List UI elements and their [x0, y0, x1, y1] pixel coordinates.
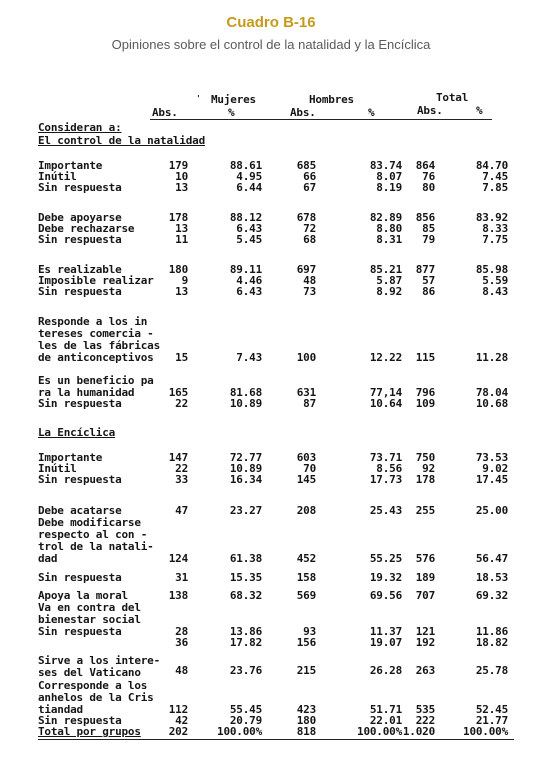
cell-h-pct: 22.01 [369, 714, 402, 727]
row-label: Inútil [38, 462, 77, 475]
cell-m-pct: 89.11 [229, 263, 262, 276]
cell-t-abs: 57 [422, 274, 435, 287]
cell-h-abs: 66 [303, 170, 316, 183]
cell-t-pct: 10.68 [475, 397, 508, 410]
cell-m-pct: 6.43 [236, 222, 262, 235]
row-label: ses del Vaticano [38, 665, 141, 679]
cell-m-abs: 138 [168, 589, 188, 602]
total-row-rule [38, 739, 514, 740]
cell-t-pct: 17.45 [475, 473, 508, 486]
cell-t-pct: 8.33 [482, 222, 508, 235]
cell-t-abs: 856 [415, 211, 435, 224]
cell-h-abs: 72 [303, 222, 316, 235]
cell-h-pct: 8.56 [376, 462, 402, 475]
cell-t-abs: 707 [415, 589, 435, 602]
cell-t-pct: 18.82 [475, 636, 508, 649]
cell-h-pct: 19.32 [369, 571, 402, 584]
cell-t-pct: 11.28 [475, 351, 508, 364]
cell-m-abs: 13 [175, 285, 188, 298]
cell-t-pct: 7.45 [482, 170, 508, 183]
cell-m-abs: 112 [168, 703, 188, 716]
row-label: Corresponde a los [38, 679, 148, 692]
header-mujeres-pct: % [228, 106, 235, 119]
row-label: Es un beneficio pa [38, 374, 154, 387]
cell-m-abs: 165 [168, 386, 188, 399]
cell-h-abs: 685 [296, 159, 316, 172]
cell-m-pct: 16.34 [229, 473, 262, 486]
cell-m-abs: 9 [181, 274, 188, 287]
cell-m-abs: 11 [175, 233, 188, 246]
row-label: respecto al con - [38, 527, 148, 541]
cell-h-abs: 180 [296, 714, 316, 727]
cell-h-abs: 452 [296, 552, 316, 565]
cell-t-pct: 52.45 [475, 703, 508, 716]
row-label: Sin respuesta [38, 233, 122, 246]
header-rule [150, 119, 492, 120]
cell-h-pct: 77,14 [369, 386, 402, 399]
row-label: Imposible realizar [38, 274, 154, 287]
cell-t-abs: 178 [415, 473, 435, 486]
row-label: de anticonceptivos [38, 350, 154, 364]
cell-h-pct: 82.89 [369, 211, 402, 224]
cell-m-pct: 100.00% [217, 725, 262, 738]
cell-h-abs: 215 [296, 664, 316, 677]
cell-m-pct: 68.32 [229, 589, 262, 602]
row-label: Es realizable [38, 263, 122, 276]
cell-h-abs: 68 [303, 233, 316, 246]
cell-t-abs: 109 [415, 397, 435, 410]
cell-m-pct: 4.46 [236, 274, 262, 287]
cell-t-pct: 84.70 [475, 159, 508, 172]
cell-t-pct: 11.86 [475, 625, 508, 638]
cell-m-pct: 5.45 [236, 233, 262, 246]
cell-t-pct: 78.04 [475, 386, 508, 399]
cell-h-pct: 17.73 [369, 473, 402, 486]
cell-t-pct: 18.53 [475, 571, 508, 584]
header-mujeres-abs: Abs. [152, 106, 178, 119]
cell-t-pct: 100.00% [463, 725, 508, 738]
header-total-pct: % [476, 104, 483, 117]
cell-h-abs: 93 [303, 625, 316, 638]
cell-h-abs: 145 [296, 473, 316, 486]
cell-t-abs: 255 [415, 504, 435, 517]
row-label: Debe rechazarse [38, 222, 135, 235]
cell-h-pct: 83.74 [369, 159, 402, 172]
cell-h-pct: 8.92 [376, 285, 402, 298]
table-title: Cuadro B-16 [226, 14, 316, 31]
cell-h-pct: 8.19 [376, 181, 402, 194]
section-control-natalidad: El control de la natalidad [38, 134, 205, 147]
cell-h-pct: 69.56 [369, 589, 402, 602]
cell-h-pct: 5.87 [376, 274, 402, 287]
row-label: Responde a los in [38, 315, 148, 328]
row-label: Va en contra del [38, 601, 141, 614]
row-label: dad [38, 551, 58, 565]
cell-t-abs: 796 [415, 386, 435, 399]
row-label: Sirve a los intere- [38, 654, 161, 667]
cell-m-pct: 10.89 [229, 397, 262, 410]
cell-m-pct: 23.27 [229, 504, 262, 517]
cell-h-pct: 12.22 [369, 351, 402, 364]
cell-t-abs: 864 [415, 159, 435, 172]
cell-h-abs: 423 [296, 703, 316, 716]
cell-m-abs: 180 [168, 263, 188, 276]
cell-t-abs: 121 [415, 625, 435, 638]
section-enciclica: La Encíclica [38, 426, 116, 439]
cell-t-abs: 80 [422, 181, 435, 194]
cell-t-abs: 189 [415, 571, 435, 584]
cell-h-abs: 158 [296, 571, 316, 584]
cell-h-pct: 8.07 [376, 170, 402, 183]
cell-t-abs: 79 [422, 233, 435, 246]
cell-t-pct: 25.78 [475, 664, 508, 677]
header-hombres-abs: Abs. [290, 106, 316, 119]
cell-h-pct: 11.37 [369, 625, 402, 638]
cell-h-abs: 48 [303, 274, 316, 287]
row-label: Inútil [38, 170, 77, 183]
cell-t-pct: 7.75 [482, 233, 508, 246]
cell-h-pct: 8.31 [376, 233, 402, 246]
header-total-abs: Abs. [417, 104, 443, 117]
cell-m-abs: 179 [168, 159, 188, 172]
cell-m-abs: 31 [175, 571, 188, 584]
cell-m-abs: 10 [175, 170, 188, 183]
cell-m-abs: 22 [175, 462, 188, 475]
cell-h-abs: 156 [296, 636, 316, 649]
cell-h-abs: 67 [303, 181, 316, 194]
cell-t-abs: 1.020 [402, 725, 435, 738]
cell-t-pct: 25.00 [475, 504, 508, 517]
cell-m-pct: 88.12 [229, 211, 262, 224]
cell-h-pct: 85.21 [369, 263, 402, 276]
cell-h-abs: 678 [296, 211, 316, 224]
row-label: Total por grupos [38, 725, 141, 738]
row-label: Apoya la moral [38, 589, 128, 602]
cell-m-abs: 36 [175, 636, 188, 649]
cell-h-pct: 73.71 [369, 451, 402, 464]
cell-m-pct: 61.38 [229, 552, 262, 565]
row-label: Importante [38, 451, 103, 464]
cell-m-pct: 6.44 [236, 181, 262, 194]
row-label: trol de la natali- [38, 539, 154, 553]
cell-h-abs: 603 [296, 451, 316, 464]
section-consideran: Consideran a: [38, 121, 122, 134]
header-total: Total [436, 91, 469, 104]
row-label: ra la humanidad [38, 385, 135, 399]
cell-t-pct: 83.92 [475, 211, 508, 224]
row-label: Sin respuesta [38, 714, 122, 727]
cell-h-pct: 19.07 [369, 636, 402, 649]
cell-m-abs: 178 [168, 211, 188, 224]
cell-m-pct: 13.86 [229, 625, 262, 638]
cell-t-pct: 69.32 [475, 589, 508, 602]
cell-h-abs: 70 [303, 462, 316, 475]
cell-t-abs: 85 [422, 222, 435, 235]
cell-h-abs: 73 [303, 285, 316, 298]
cell-m-pct: 10.89 [229, 462, 262, 475]
cell-m-pct: 72.77 [229, 451, 262, 464]
cell-m-abs: 33 [175, 473, 188, 486]
cell-t-pct: 73.53 [475, 451, 508, 464]
header-hombres: Hombres [309, 93, 354, 106]
header-mujeres: Mujeres [211, 93, 256, 106]
cell-m-abs: 13 [175, 181, 188, 194]
cell-m-abs: 48 [175, 664, 188, 677]
cell-t-pct: 5.59 [482, 274, 508, 287]
cell-t-abs: 115 [415, 351, 435, 364]
cell-t-abs: 92 [422, 462, 435, 475]
row-label: Sin respuesta [38, 285, 122, 298]
cell-m-pct: 4.95 [236, 170, 262, 183]
row-label: anhelos de la Cris [38, 690, 154, 704]
row-label: Debe modificarse [38, 516, 141, 529]
cell-m-pct: 6.43 [236, 285, 262, 298]
cell-t-abs: 576 [415, 552, 435, 565]
cell-t-pct: 21.77 [475, 714, 508, 727]
row-label: Sin respuesta [38, 571, 122, 584]
row-label: les de las fábricas [38, 338, 161, 352]
cell-m-pct: 17.82 [229, 636, 262, 649]
row-label: bienestar social [38, 612, 141, 626]
cell-t-abs: 76 [422, 170, 435, 183]
cell-h-abs: 208 [296, 504, 316, 517]
cell-h-abs: 631 [296, 386, 316, 399]
cell-m-pct: 20.79 [229, 714, 262, 727]
cell-h-abs: 818 [296, 725, 316, 738]
cell-m-abs: 47 [175, 504, 188, 517]
row-label: Sin respuesta [38, 181, 122, 194]
cell-t-pct: 8.43 [482, 285, 508, 298]
cell-t-abs: 86 [422, 285, 435, 298]
row-label: Sin respuesta [38, 397, 122, 410]
cell-t-pct: 7.85 [482, 181, 508, 194]
cell-m-abs: 147 [168, 451, 188, 464]
row-label: Debe apoyarse [38, 211, 122, 224]
row-label: Debe acatarse [38, 504, 122, 517]
cell-h-pct: 8.80 [376, 222, 402, 235]
cell-t-abs: 877 [415, 263, 435, 276]
cell-m-pct: 15.35 [229, 571, 262, 584]
cell-t-abs: 192 [415, 636, 435, 649]
cell-h-pct: 51.71 [369, 703, 402, 716]
cell-h-pct: 10.64 [369, 397, 402, 410]
stray-quote-mark: ' [196, 94, 201, 103]
cell-m-pct: 81.68 [229, 386, 262, 399]
cell-h-pct: 25.43 [369, 504, 402, 517]
cell-h-abs: 697 [296, 263, 316, 276]
cell-m-pct: 23.76 [229, 664, 262, 677]
cell-h-pct: 26.28 [369, 664, 402, 677]
cell-h-pct: 55.25 [369, 552, 402, 565]
header-hombres-pct: % [368, 106, 375, 119]
cell-m-abs: 202 [168, 725, 188, 738]
cell-m-abs: 28 [175, 625, 188, 638]
cell-h-abs: 100 [296, 351, 316, 364]
cell-t-abs: 263 [415, 664, 435, 677]
row-label: Importante [38, 159, 103, 172]
cell-h-abs: 569 [296, 589, 316, 602]
cell-m-abs: 22 [175, 397, 188, 410]
cell-h-abs: 87 [303, 397, 316, 410]
cell-m-abs: 13 [175, 222, 188, 235]
cell-t-abs: 535 [415, 703, 435, 716]
row-label: tereses comercia - [38, 326, 154, 340]
cell-t-pct: 85.98 [475, 263, 508, 276]
cell-t-abs: 750 [415, 451, 435, 464]
cell-t-abs: 222 [415, 714, 435, 727]
table-subtitle: Opiniones sobre el control de la natalidad y la Encíclica [111, 37, 431, 52]
cell-m-abs: 15 [175, 351, 188, 364]
cell-m-abs: 42 [175, 714, 188, 727]
cell-m-pct: 55.45 [229, 703, 262, 716]
cell-m-pct: 88.61 [229, 159, 262, 172]
cell-t-pct: 56.47 [475, 552, 508, 565]
row-label: Sin respuesta [38, 473, 122, 486]
row-label: tiandad [38, 702, 83, 716]
cell-m-abs: 124 [168, 552, 188, 565]
cell-t-pct: 9.02 [482, 462, 508, 475]
row-label: Sin respuesta [38, 625, 122, 638]
cell-m-pct: 7.43 [236, 351, 262, 364]
cell-h-pct: 100.00% [357, 725, 402, 738]
